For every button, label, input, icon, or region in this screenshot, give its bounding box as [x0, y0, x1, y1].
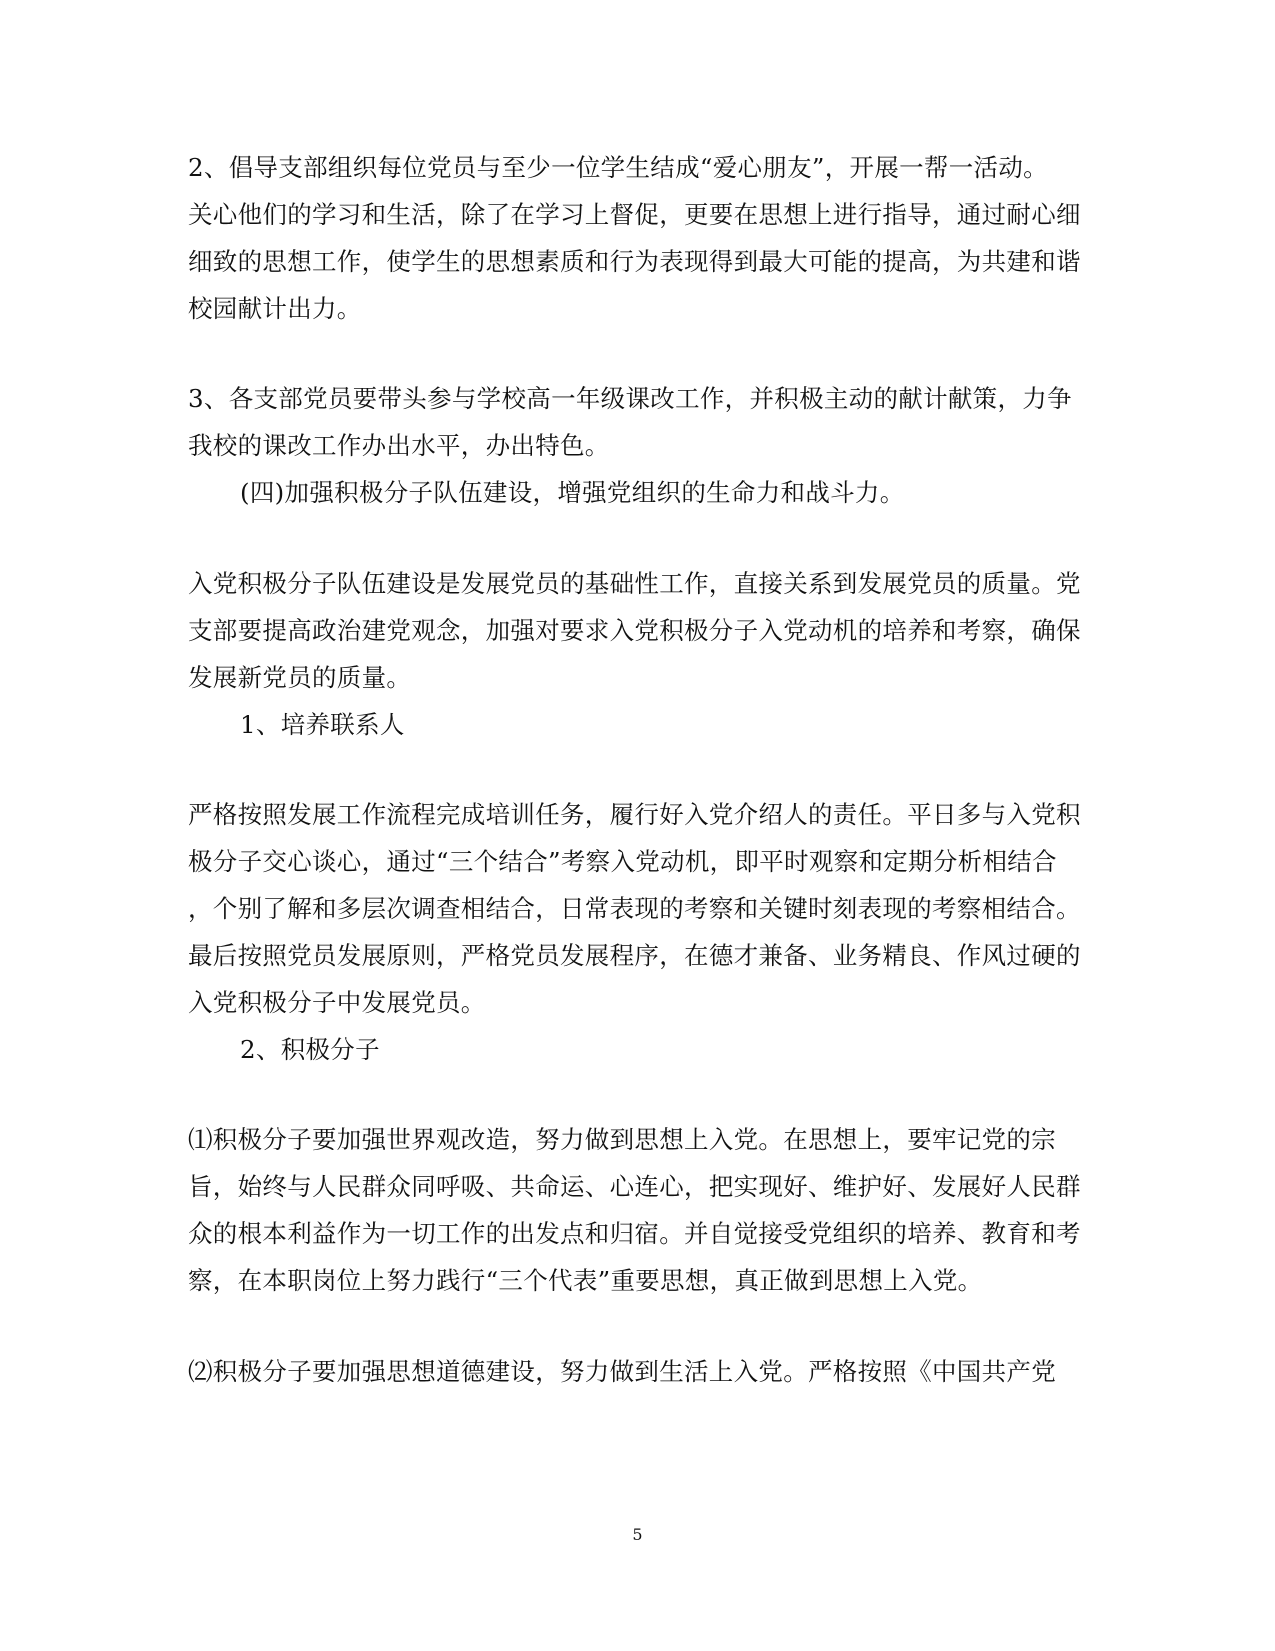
- text-line: ⑴积极分子要加强世界观改造，努力做到思想上入党。在思想上，要牢记党的宗: [188, 1125, 1056, 1154]
- text-line: 察，在本职岗位上努力践行“三个代表”重要思想，真正做到思想上入党。: [188, 1266, 983, 1295]
- text-line: 细致的思想工作，使学生的思想素质和行为表现得到最大可能的提高，为共建和谐: [188, 247, 1081, 276]
- text-line: ，个别了解和多层次调查相结合，日常表现的考察和关键时刻表现的考察相结合。: [188, 894, 1081, 923]
- subsection-heading: 2、积极分子: [240, 1035, 380, 1064]
- text-line: 2、倡导支部组织每位党员与至少一位学生结成“爱心朋友”，开展一帮一活动。: [188, 153, 1048, 182]
- section-heading: (四)加强积极分子队伍建设，增强党组织的生命力和战斗力。: [240, 478, 905, 507]
- text-line: 极分子交心谈心，通过“三个结合”考察入党动机，即平时观察和定期分析相结合: [188, 847, 1057, 876]
- text-line: 旨，始终与人民群众同呼吸、共命运、心连心，把实现好、维护好、发展好人民群: [188, 1172, 1081, 1201]
- text-line: 我校的课改工作办出水平，办出特色。: [188, 431, 610, 460]
- text-line: 关心他们的学习和生活，除了在学习上督促，更要在思想上进行指导，通过耐心细: [188, 200, 1081, 229]
- subsection-heading: 1、培养联系人: [240, 710, 405, 739]
- text-line: 众的根本利益作为一切工作的出发点和归宿。并自觉接受党组织的培养、教育和考: [188, 1219, 1081, 1248]
- text-line: ⑵积极分子要加强思想道德建设，努力做到生活上入党。严格按照《中国共产党: [188, 1357, 1056, 1386]
- text-line: 发展新党员的质量。: [188, 663, 412, 692]
- text-line: 入党积极分子中发展党员。: [188, 988, 486, 1017]
- text-line: 3、各支部党员要带头参与学校高一年级课改工作，并积极主动的献计献策，力争: [188, 384, 1072, 413]
- page-number: 5: [632, 1525, 643, 1544]
- text-line: 最后按照党员发展原则，严格党员发展程序，在德才兼备、业务精良、作风过硬的: [188, 941, 1081, 970]
- text-line: 入党积极分子队伍建设是发展党员的基础性工作，直接关系到发展党员的质量。党: [188, 569, 1081, 598]
- text-line: 支部要提高政治建党观念，加强对要求入党积极分子入党动机的培养和考察，确保: [188, 616, 1081, 645]
- text-line: 严格按照发展工作流程完成培训任务，履行好入党介绍人的责任。平日多与入党积: [188, 800, 1081, 829]
- text-line: 校园献计出力。: [188, 294, 362, 323]
